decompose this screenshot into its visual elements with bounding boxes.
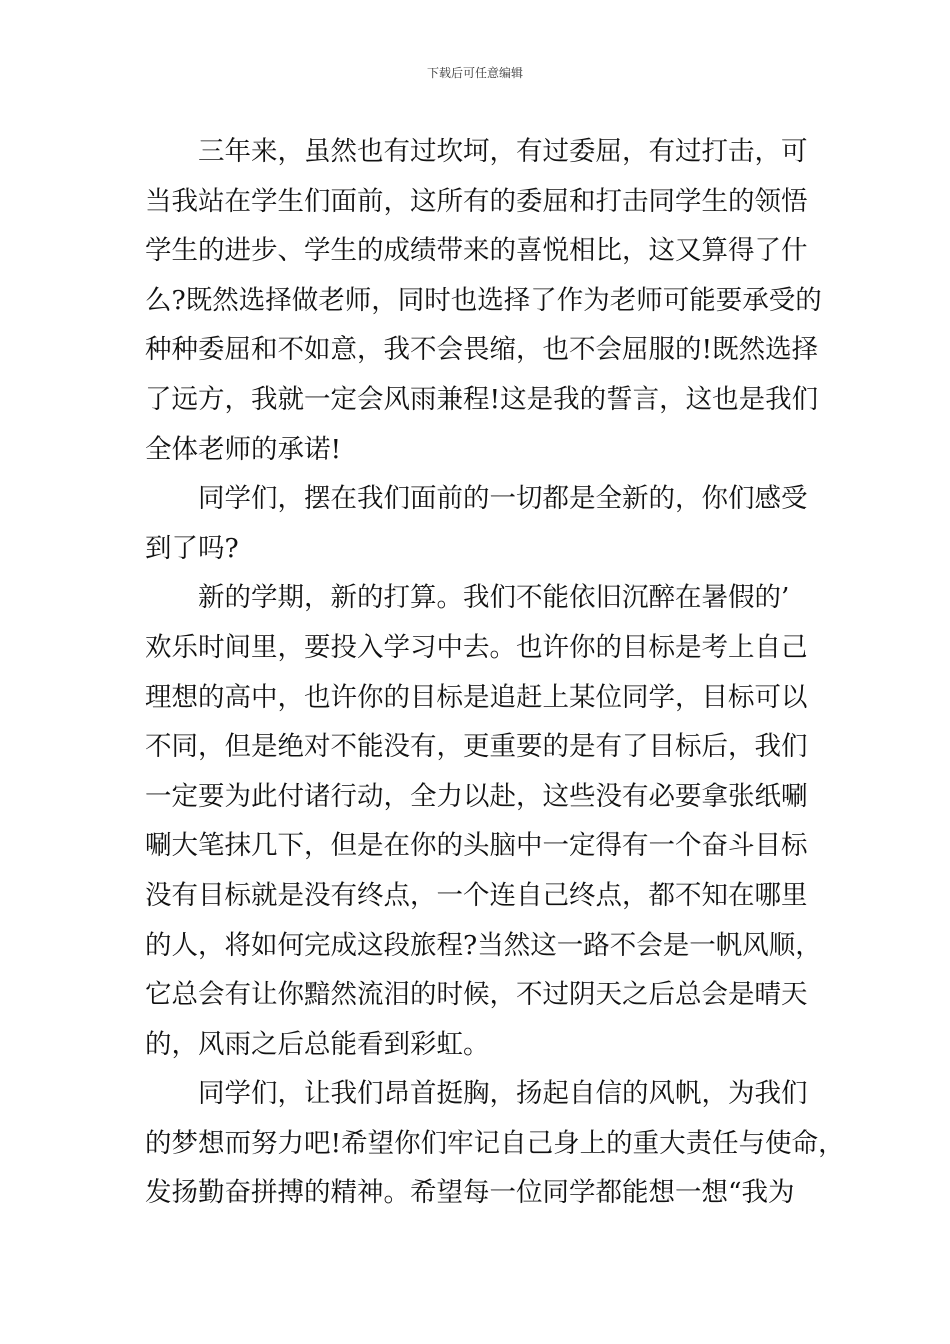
text-line: 学生的进步、学生的成绩带来的喜悦相比，这又算得了什 — [145, 235, 808, 267]
text-line: 到了吗? — [145, 532, 239, 564]
text-line: 的，风雨之后总能看到彩虹。 — [145, 1028, 490, 1060]
text-line: 没有目标就是没有终点，一个连自己终点，都不知在哪里 — [145, 879, 808, 911]
text-line: 新的学期，新的打算。我们不能依旧沉醉在暑假的’ — [198, 582, 790, 614]
text-line: 它总会有让你黯然流泪的时候，不过阴天之后总会是晴天 — [145, 979, 808, 1011]
paragraph — [145, 127, 822, 474]
text-line: 理想的高中，也许你的目标是追赶上某位同学，目标可以 — [145, 681, 808, 713]
text-line: 三年来，虽然也有过坎坷，有过委屈，有过打击，可 — [198, 136, 808, 167]
text-line: 同学们，让我们昂首挺胸，扬起自信的风帆，为我们 — [198, 1078, 808, 1110]
text-line: 唰大笔抹几下，但是在你的头脑中一定得有一个奋斗目标 — [145, 830, 808, 862]
text-line: 的人，将如何完成这段旅程?当然这一路不会是一帆风顺， — [145, 929, 822, 961]
text-line: 一定要为此付诸行动，全力以赴，这些没有必要拿张纸唰 — [145, 780, 808, 812]
text-line: 不同，但是绝对不能没有，更重要的是有了目标后，我们 — [145, 731, 808, 763]
paragraph — [145, 1069, 845, 1218]
text-line: 么?既然选择做老师，同时也选择了作为老师可能要承受的 — [145, 284, 822, 316]
text-line: 的梦想而努力吧!希望你们牢记自己身上的重大责任与使命， — [145, 1127, 845, 1159]
text-line: 全体老师的承诺! — [145, 433, 342, 465]
text-line: 欢乐时间里，要投入学习中去。也许你的目标是考上自己 — [145, 631, 808, 663]
paragraph — [145, 474, 810, 573]
text-line: 同学们，摆在我们面前的一切都是全新的，你们感受 — [198, 483, 808, 515]
text-line: 了远方，我就一定会风雨兼程!这是我的誓言，这也是我们 — [145, 383, 819, 415]
paragraph — [145, 573, 822, 1069]
text-line: 当我站在学生们面前，这所有的委屈和打击同学生的领悟 — [145, 185, 808, 217]
document-body — [145, 127, 845, 1218]
page-header: 下载后可任意编辑 — [426, 66, 523, 80]
text-line: 发扬勤奋拼搏的精神。希望每一位同学都能想一想“我为 — [145, 1177, 795, 1209]
text-line: 种种委屈和不如意，我不会畏缩，也不会屈服的!既然选择 — [145, 334, 819, 366]
